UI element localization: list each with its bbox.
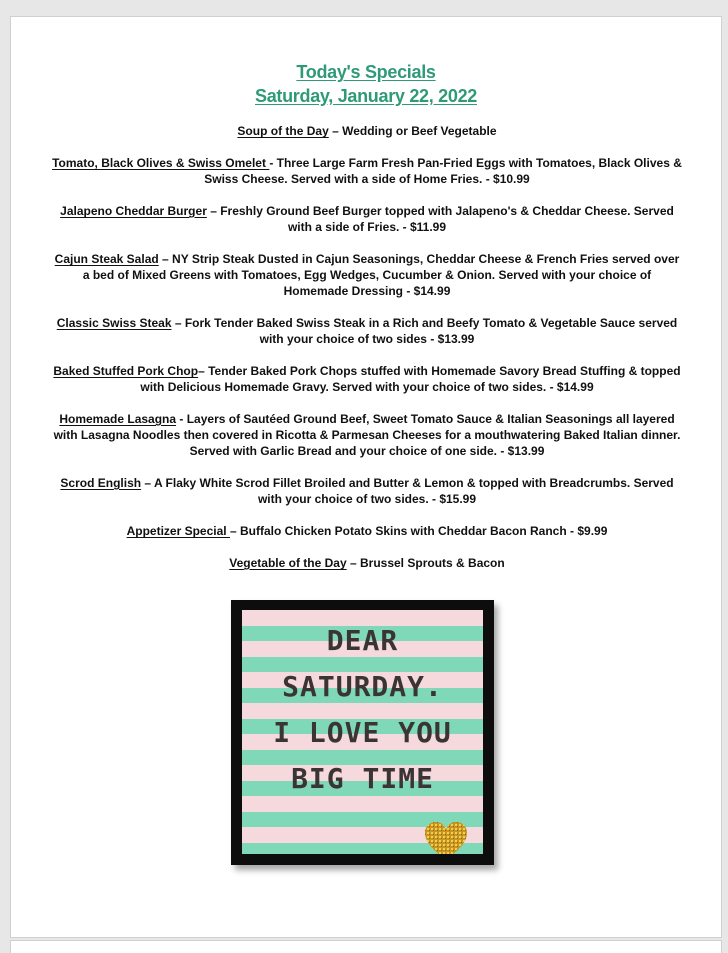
- item-description: – NY Strip Steak Dusted in Cajun Seasonings, Cheddar Cheese & French Fries served over a bed of Mixed Greens with Tomatoes, Egg Wedges, Cucumber & Onion. Served with your choice of Homemade Dressing - $14.99: [82, 252, 680, 298]
- list-item: [51, 411, 683, 459]
- list-item: [51, 155, 683, 187]
- poster-image: [231, 600, 494, 865]
- poster-line: SATURDAY.: [282, 670, 443, 703]
- striped-background: [242, 610, 483, 854]
- item-name: Baked Stuffed Pork Chop: [53, 364, 199, 378]
- item-name: Vegetable of the Day: [229, 556, 347, 570]
- list-item: [51, 555, 683, 571]
- item-name: Appetizer Special: [126, 524, 230, 538]
- item-description: – Brussel Sprouts & Bacon: [346, 556, 505, 570]
- list-item: [51, 523, 683, 539]
- item-description: – Buffalo Chicken Potato Skins with Cheddar Bacon Ranch - $9.99: [229, 524, 608, 538]
- item-name: Soup of the Day: [237, 124, 329, 138]
- item-description: – Tender Baked Pork Chops stuffed with Homemade Savory Bread Stuffing & topped with Delicious Homemade Gravy. Served with your choice of two sides. - $14.99: [140, 364, 681, 394]
- item-name: Homemade Lasagna: [59, 412, 177, 426]
- item-description: - Layers of Sautéed Ground Beef, Sweet Tomato Sauce & Italian Seasonings all layered with Lasagna Noodles then covered in Ricotta & Parmesan Cheeses for a mouthwatering Baked Italian dinner. Served with Garlic Bread and your choice of one side. - $13.99: [53, 412, 681, 458]
- item-description: – A Flaky White Scrod Fillet Broiled and Butter & Lemon & topped with Breadcrumbs. Served with your choice of two sides. - $15.99: [141, 476, 674, 506]
- item-name: Jalapeno Cheddar Burger: [60, 204, 207, 218]
- poster-line: I LOVE YOU: [273, 716, 452, 749]
- item-name: Cajun Steak Salad: [54, 252, 159, 266]
- specials-list: [51, 123, 683, 571]
- page-date: Saturday, January 22, 2022: [255, 86, 477, 106]
- document-page: [10, 16, 722, 938]
- next-page-edge: [10, 940, 722, 953]
- list-item: [51, 251, 683, 299]
- item-name: Tomato, Black Olives & Swiss Omelet: [52, 156, 270, 170]
- item-name: Classic Swiss Steak: [56, 316, 172, 330]
- list-item: [51, 475, 683, 507]
- item-description: – Wedding or Beef Vegetable: [328, 124, 497, 138]
- item-description: – Fork Tender Baked Swiss Steak in a Rich and Beefy Tomato & Vegetable Sauce served with your choice of two sides - $13.99: [171, 316, 678, 346]
- list-item: [51, 315, 683, 347]
- item-description: – Freshly Ground Beef Burger topped with Jalapeno's & Cheddar Cheese. Served with a side of Fries. - $11.99: [206, 204, 674, 234]
- page-title: Today's Specials: [296, 62, 436, 82]
- poster-line: DEAR: [326, 624, 399, 657]
- list-item: [51, 203, 683, 235]
- list-item: [51, 123, 683, 139]
- item-name: Scrod English: [60, 476, 142, 490]
- list-item: [51, 363, 683, 395]
- header: [11, 61, 721, 107]
- poster-line: BIG TIME: [291, 762, 434, 795]
- gold-glitter-heart-icon: [423, 820, 469, 854]
- item-description: - Three Large Farm Fresh Pan-Fried Eggs with Tomatoes, Black Olives & Swiss Cheese. Served with a side of Home Fries. - $10.99: [204, 156, 682, 186]
